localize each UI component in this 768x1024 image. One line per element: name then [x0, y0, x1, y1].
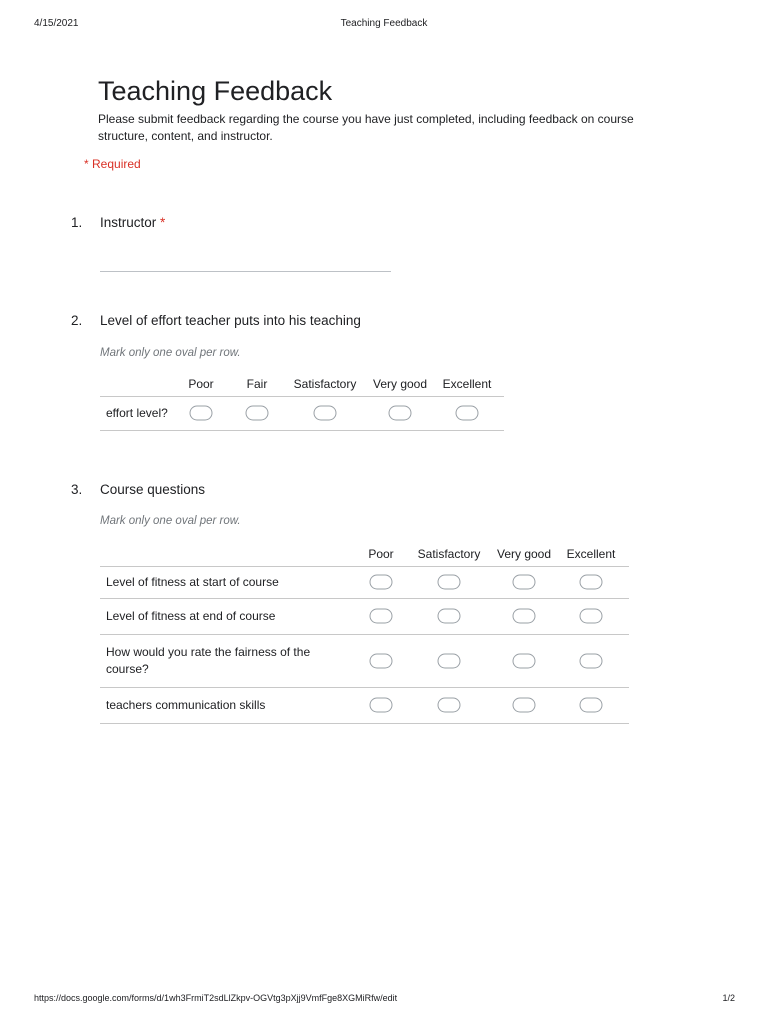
question-number: 2.: [71, 313, 83, 328]
radio-oval[interactable]: [370, 609, 393, 624]
radio-oval[interactable]: [438, 653, 461, 668]
radio-oval[interactable]: [314, 406, 337, 421]
question-title: [100, 215, 165, 230]
row-label: teachers communication skills: [106, 697, 266, 712]
print-header: [0, 18, 768, 32]
column-header: Satisfactory: [417, 547, 481, 561]
question-hint: Mark only one oval per row.: [100, 515, 241, 527]
column-header: Satisfactory: [293, 377, 357, 391]
required-mark: *: [160, 215, 166, 230]
row-divider: [100, 396, 504, 397]
course-grid: [100, 539, 629, 725]
row-label: Level of fitness at end of course: [106, 608, 276, 623]
question-title-text: Instructor: [100, 215, 157, 230]
row-label: Level of fitness at start of course: [106, 574, 279, 589]
radio-oval[interactable]: [190, 406, 213, 421]
column-header: Very good: [496, 547, 552, 561]
row-divider: [100, 598, 629, 599]
radio-oval[interactable]: [513, 575, 536, 590]
radio-oval[interactable]: [513, 698, 536, 713]
column-header: Poor: [188, 377, 214, 391]
form-title: Teaching Feedback: [98, 76, 333, 106]
question-number: 3.: [71, 482, 83, 497]
question-hint: Mark only one oval per row.: [100, 347, 241, 359]
instructor-answer-field[interactable]: [100, 271, 391, 272]
row-divider: [100, 723, 629, 724]
form-description: Please submit feedback regarding the course you have just completed, including feedback on course structure, content, and instructor.: [98, 112, 634, 143]
question-number: 1.: [71, 215, 83, 230]
radio-oval[interactable]: [513, 609, 536, 624]
radio-oval[interactable]: [438, 575, 461, 590]
row-divider: [100, 566, 629, 567]
radio-oval[interactable]: [580, 609, 603, 624]
print-url: https://docs.google.com/forms/d/1wh3FrmiT2sdLlZkpv-OGVtg3pXjj9VmfFge8XGMiRfw/edit: [34, 993, 398, 1003]
print-date: 4/15/2021: [34, 18, 79, 29]
radio-oval[interactable]: [370, 698, 393, 713]
row-divider: [100, 687, 629, 688]
radio-oval[interactable]: [456, 406, 479, 421]
print-header-title: Teaching Feedback: [340, 18, 428, 29]
column-header: Fair: [246, 377, 268, 391]
row-label: How would you rate the fairness of the course?: [106, 644, 311, 676]
column-header: Excellent: [442, 377, 492, 391]
radio-oval[interactable]: [370, 575, 393, 590]
radio-oval[interactable]: [389, 406, 412, 421]
radio-oval[interactable]: [513, 653, 536, 668]
radio-oval[interactable]: [580, 653, 603, 668]
radio-oval[interactable]: [438, 698, 461, 713]
radio-oval[interactable]: [438, 609, 461, 624]
question-title: Course questions: [100, 482, 206, 497]
radio-oval[interactable]: [580, 698, 603, 713]
row-divider: [100, 634, 629, 635]
column-header: Poor: [368, 547, 394, 561]
radio-oval[interactable]: [370, 653, 393, 668]
required-note: * Required: [84, 157, 141, 171]
question-title: Level of effort teacher puts into his teaching: [100, 313, 361, 328]
print-page-number: 1/2: [722, 993, 735, 1003]
radio-oval[interactable]: [580, 575, 603, 590]
row-label: effort level?: [106, 405, 168, 420]
column-header: Excellent: [566, 547, 616, 561]
radio-oval[interactable]: [246, 406, 269, 421]
column-header: Very good: [372, 377, 428, 391]
effort-grid: [100, 370, 504, 432]
row-divider: [100, 430, 504, 431]
